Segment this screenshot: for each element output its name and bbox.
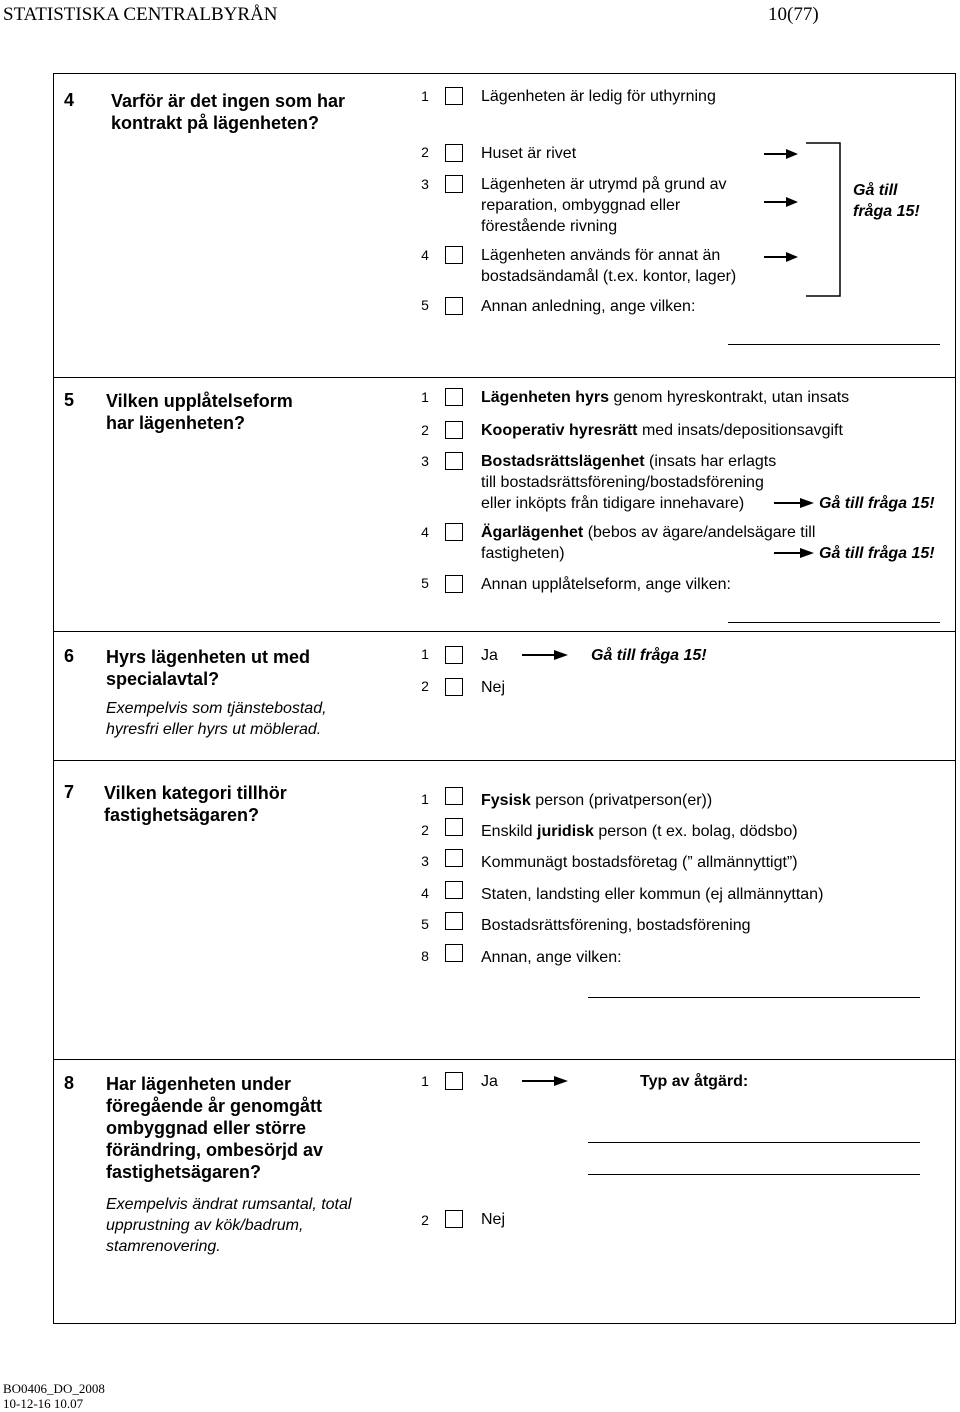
question-title: Vilken upplåtelseform har lägenheten? <box>106 391 293 433</box>
option-label: Nej <box>481 679 506 696</box>
form-date: 10-12-16 10.07 <box>3 1396 84 1411</box>
option-code: 8 <box>421 948 429 964</box>
option-code: 3 <box>421 176 429 192</box>
checkbox[interactable] <box>445 175 463 193</box>
option-code: 2 <box>421 1212 429 1228</box>
checkbox[interactable] <box>445 912 463 930</box>
write-in-line[interactable] <box>728 622 940 623</box>
question-hint: Exempelvis som tjänstebostad, hyresfri eller hyrs ut möblerad. <box>106 700 327 738</box>
checkbox[interactable] <box>445 849 463 867</box>
question-number: 7 <box>64 782 75 802</box>
checkbox[interactable] <box>445 787 463 805</box>
option-label: Bostadsrättsförening, bostadsförening <box>481 917 751 934</box>
option-label: Bostadsrättslägenhet (insats har erlagts till bostadsrättsförening/bostadsförening eller inköpts från tidigare innehavare) <box>481 453 777 512</box>
question-title: Vilken kategori tillhör fastighetsägaren? <box>104 783 287 825</box>
option-code: 3 <box>421 853 429 869</box>
checkbox[interactable] <box>445 297 463 315</box>
agency-name: STATISTISKA CENTRALBYRÅN <box>3 4 278 25</box>
write-in-line[interactable] <box>588 1174 920 1175</box>
option-label: Ja <box>481 647 498 664</box>
type-of-measure-label: Typ av åtgärd: <box>640 1073 749 1090</box>
option-label: Ja <box>481 1073 498 1090</box>
checkbox[interactable] <box>445 646 463 664</box>
question-number: 5 <box>64 390 75 410</box>
option-label: Lägenheten är utrymd på grund av reparation, ombyggnad eller förestående rivning <box>481 176 727 235</box>
option-code: 5 <box>421 916 429 932</box>
arrow-icon <box>764 197 798 207</box>
skip-instruction: Gå till fråga 15! <box>853 182 920 220</box>
checkbox[interactable] <box>445 1210 463 1228</box>
option-label: Annan, ange vilken: <box>481 949 622 966</box>
option-label: Huset är rivet <box>481 145 577 162</box>
page-number: 10(77) <box>768 4 819 25</box>
option-code: 4 <box>421 524 429 540</box>
option-label: Annan anledning, ange vilken: <box>481 298 696 315</box>
question-title: Varför är det ingen som har kontrakt på lägenheten? <box>111 91 346 133</box>
checkbox[interactable] <box>445 818 463 836</box>
checkbox[interactable] <box>445 388 463 406</box>
option-code: 1 <box>421 88 429 104</box>
arrow-icon <box>520 647 570 663</box>
arrow-icon <box>764 149 798 159</box>
question-number: 8 <box>64 1073 75 1093</box>
checkbox[interactable] <box>445 246 463 264</box>
question-title: Hyrs lägenheten ut med specialavtal? <box>106 647 311 689</box>
checkbox[interactable] <box>445 421 463 439</box>
checkbox[interactable] <box>445 87 463 105</box>
option-code: 2 <box>421 144 429 160</box>
option-label: Kooperativ hyresrätt med insats/depositionsavgift <box>481 422 843 439</box>
checkbox[interactable] <box>445 523 463 541</box>
skip-instruction: Gå till fråga 15! <box>819 545 935 562</box>
checkbox[interactable] <box>445 944 463 962</box>
checkbox[interactable] <box>445 1072 463 1090</box>
option-code: 5 <box>421 575 429 591</box>
skip-bracket <box>760 140 850 300</box>
option-label: Kommunägt bostadsföretag (” allmännyttigt”) <box>481 854 798 871</box>
arrow-icon <box>764 252 798 262</box>
option-code: 2 <box>421 822 429 838</box>
option-label: Enskild juridisk person (t ex. bolag, dödsbo) <box>481 823 798 840</box>
option-label: Annan upplåtelseform, ange vilken: <box>481 576 731 593</box>
arrow-icon <box>772 495 816 511</box>
question-number: 6 <box>64 646 75 666</box>
form-code: BO0406_DO_2008 <box>3 1381 105 1396</box>
option-label: Ägarlägenhet (bebos av ägare/andelsägare till fastigheten) <box>481 524 816 562</box>
question-number: 4 <box>64 90 75 110</box>
skip-instruction: Gå till fråga 15! <box>819 495 935 512</box>
option-code: 2 <box>421 422 429 438</box>
option-label: Lägenheten används för annat än bostadsändamål (t.ex. kontor, lager) <box>481 247 737 285</box>
write-in-line[interactable] <box>728 344 940 345</box>
option-label: Staten, landsting eller kommun (ej allmännyttan) <box>481 886 824 903</box>
option-code: 1 <box>421 646 429 662</box>
checkbox[interactable] <box>445 144 463 162</box>
arrow-icon <box>772 545 816 561</box>
question-hint: Exempelvis ändrat rumsantal, total upprustning av kök/badrum, stamrenovering. <box>106 1196 352 1255</box>
option-code: 1 <box>421 1073 429 1089</box>
option-label: Lägenheten är ledig för uthyrning <box>481 88 716 105</box>
checkbox[interactable] <box>445 575 463 593</box>
option-label: Nej <box>481 1211 506 1228</box>
checkbox[interactable] <box>445 452 463 470</box>
option-label: Fysisk person (privatperson(er)) <box>481 792 713 809</box>
skip-instruction: Gå till fråga 15! <box>591 647 707 664</box>
checkbox[interactable] <box>445 678 463 696</box>
option-code: 1 <box>421 791 429 807</box>
option-code: 3 <box>421 453 429 469</box>
option-label: Lägenheten hyrs genom hyreskontrakt, utan insats <box>481 389 850 406</box>
write-in-line[interactable] <box>588 1142 920 1143</box>
checkbox[interactable] <box>445 881 463 899</box>
question-title: Har lägenheten under föregående år genomgått ombyggnad eller större förändring, ombesörjd av fastighetsägaren? <box>106 1074 324 1182</box>
option-code: 2 <box>421 678 429 694</box>
option-code: 4 <box>421 247 429 263</box>
option-code: 1 <box>421 389 429 405</box>
option-code: 5 <box>421 297 429 313</box>
option-code: 4 <box>421 885 429 901</box>
arrow-icon <box>520 1073 570 1089</box>
write-in-line[interactable] <box>588 997 920 998</box>
